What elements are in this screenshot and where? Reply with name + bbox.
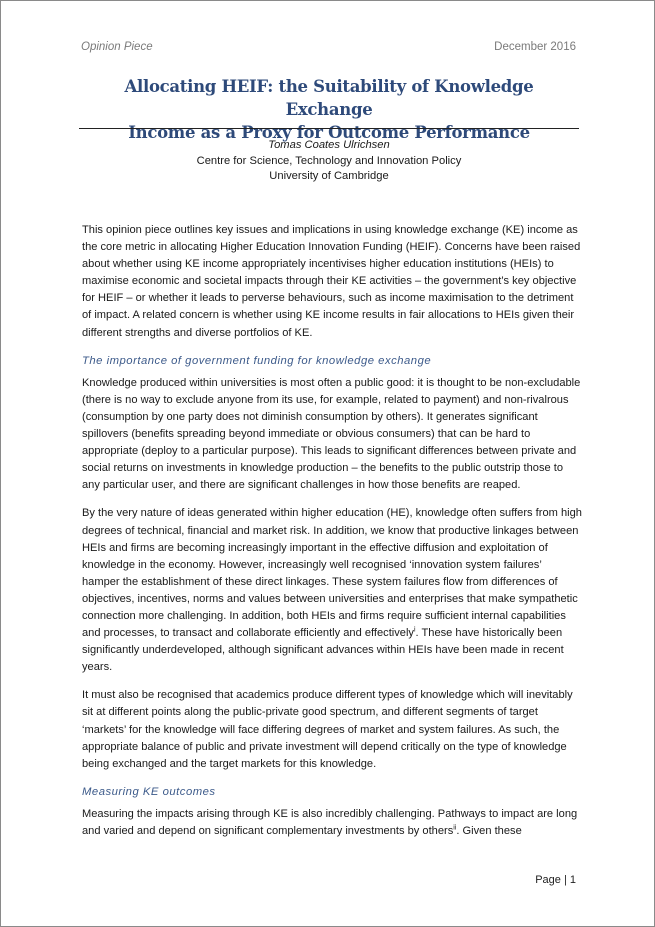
intro-paragraph: This opinion piece outlines key issues and implications in using knowledge exchange (KE) income as the core metric in allocating Higher Education Innovation Funding (HEIF). Concerns have been raised about whether using KE income appropriately incentivises higher education institutions (HEIs) to maximise economic and societal impacts through their KE activities – the government’s key objective for HEIF – or whether it leads to perverse behaviours, such as income maximisation to the detriment of impact. A related concern is whether using KE income results in fair allocations to HEIs given their different strengths and diverse portfolios of KE. [82, 224, 581, 339]
section-heading-government-funding: The importance of government funding for knowledge exchange [82, 354, 432, 367]
paragraph-text: . Given these [456, 825, 522, 837]
paragraph [82, 806, 582, 840]
author-institution: University of Cambridge [269, 170, 389, 182]
author-name: Tomas Coates Ulrichsen [268, 139, 390, 151]
header-date: December 2016 [494, 41, 576, 53]
title-line-2: Income as a Proxy for Outcome Performance [128, 123, 530, 142]
title-line-1: Allocating HEIF: the Suitability of Knowledge Exchange [124, 77, 534, 119]
paragraph-text: Measuring the impacts arising through KE is also incredibly challenging. Pathways to impact are long and varied and depend on significant complementary investments by others [82, 807, 578, 837]
document-body [82, 222, 582, 851]
author-block [79, 138, 579, 185]
paragraph [82, 505, 582, 676]
footnote-ref[interactable]: i [413, 626, 416, 634]
title-divider [79, 128, 579, 129]
paragraph: It must also be recognised that academics produce different types of knowledge which will inevitably sit at different points along the public-private good spectrum, and different segments of target ‘markets’ for the knowledge will face differing degrees of market and system failures. As such, the appropriate balance of public and private investment will depend critically on the type of knowledge being exchanged and the target markets for this knowledge. [82, 689, 573, 770]
paragraph-text: By the very nature of ideas generated within higher education (HE), knowledge often suffers from high degrees of technical, financial and market risk. In addition, we know that productive linkages between HEIs and firms are becoming increasingly important in the effective diffusion and exploitation of knowledge in the economy. However, increasingly well recognised ‘innovation system failures’ hamper the establishment of these direct linkages. These system failures flow from differences of objectives, incentives, norms and values between universities and enterprises that make sympathetic connection more challenging. In addition, both HEIs and firms require sufficient internal capabilities and processes, to transact and collaborate efficiently and effectively [82, 507, 582, 640]
paragraph: Knowledge produced within universities is most often a public good: it is thought to be non-excludable (there is no way to exclude anyone from its use, for example, related to payment) and non-rivalrous (consumption by one party does not diminish consumption by others). It generates significant spillovers (benefits spreading beyond immediate or obvious consumers) that can be hard to appropriate (deploy to a particular purpose). This leads to significant differences between private and social returns on investments in knowledge production – the benefits to the public outstrip those to any particular user, and there are significant challenges in how those benefits are reaped. [82, 376, 581, 492]
paragraph-text: . These have historically been significantly underdeveloped, although significant advances within HEIs have been made in recent years. [82, 627, 564, 674]
footnote-ref[interactable]: ii [453, 824, 457, 832]
document-title [79, 75, 579, 144]
author-affiliation: Centre for Science, Technology and Innovation Policy [196, 154, 462, 167]
page-number: Page | 1 [535, 874, 576, 886]
section-heading-measuring-ke: Measuring KE outcomes [82, 785, 216, 798]
header-doc-type: Opinion Piece [81, 41, 153, 53]
